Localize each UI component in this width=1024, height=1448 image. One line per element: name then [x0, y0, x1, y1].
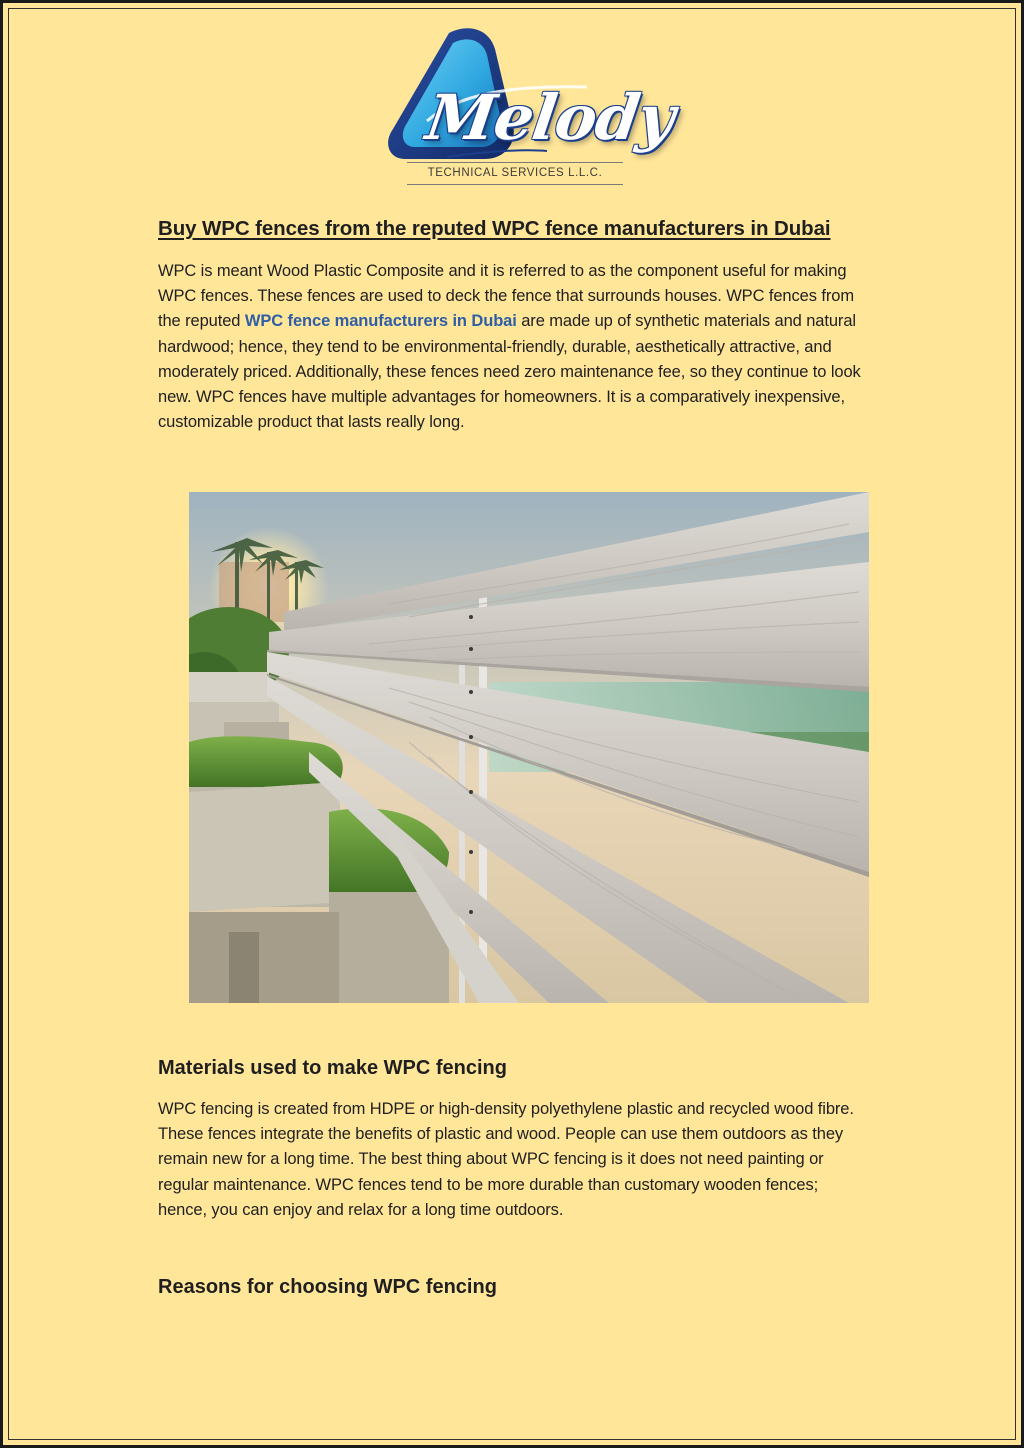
logo-divider-bottom [407, 184, 623, 185]
company-logo [387, 25, 679, 189]
fence-photo-image [189, 492, 869, 1003]
wpc-manufacturers-link[interactable]: WPC fence manufacturers in Dubai [244, 312, 517, 331]
intro-text-start: WPC is meant Wood Plastic Composite and it is referred to as the component useful for making WPC fences. These fences are used to deck the fence that surrounds houses. WPC fences from the reputed [158, 262, 854, 331]
page-title: Buy WPC fences from the reputed WPC fence manufacturers in Dubai [158, 217, 831, 240]
materials-heading: Materials used to make WPC fencing [158, 1057, 507, 1079]
materials-paragraph: WPC fencing is created from HDPE or high-density polyethylene plastic and recycled wood fibre. These fences integrate the benefits of plastic and wood. People can use them outdoors as they remain new for a long time. The best thing about WPC fencing is it does not need painting or regular maintenance. WPC fences tend to be more durable than customary wooden fences; hence, you can enjoy and relax for a long time outdoors. [158, 1100, 854, 1219]
fence-photo [189, 492, 869, 1003]
intro-text-end: are made up of synthetic materials and natural hardwood; hence, they tend to be environmental-friendly, durable, aesthetically attractive, and moderately priced. Additionally, these fences need zero maintenance fee, so they continue to look new. WPC fences have multiple advantages for homeowners. It is a comparatively inexpensive, customizable product that lasts really long. [158, 312, 861, 432]
logo-subtitle: TECHNICAL SERVICES L.L.C. [427, 167, 603, 179]
intro-paragraph [158, 259, 870, 435]
logo-wordmark: Melody [421, 81, 679, 154]
logo-divider-top [407, 162, 623, 163]
reasons-heading: Reasons for choosing WPC fencing [158, 1276, 497, 1298]
